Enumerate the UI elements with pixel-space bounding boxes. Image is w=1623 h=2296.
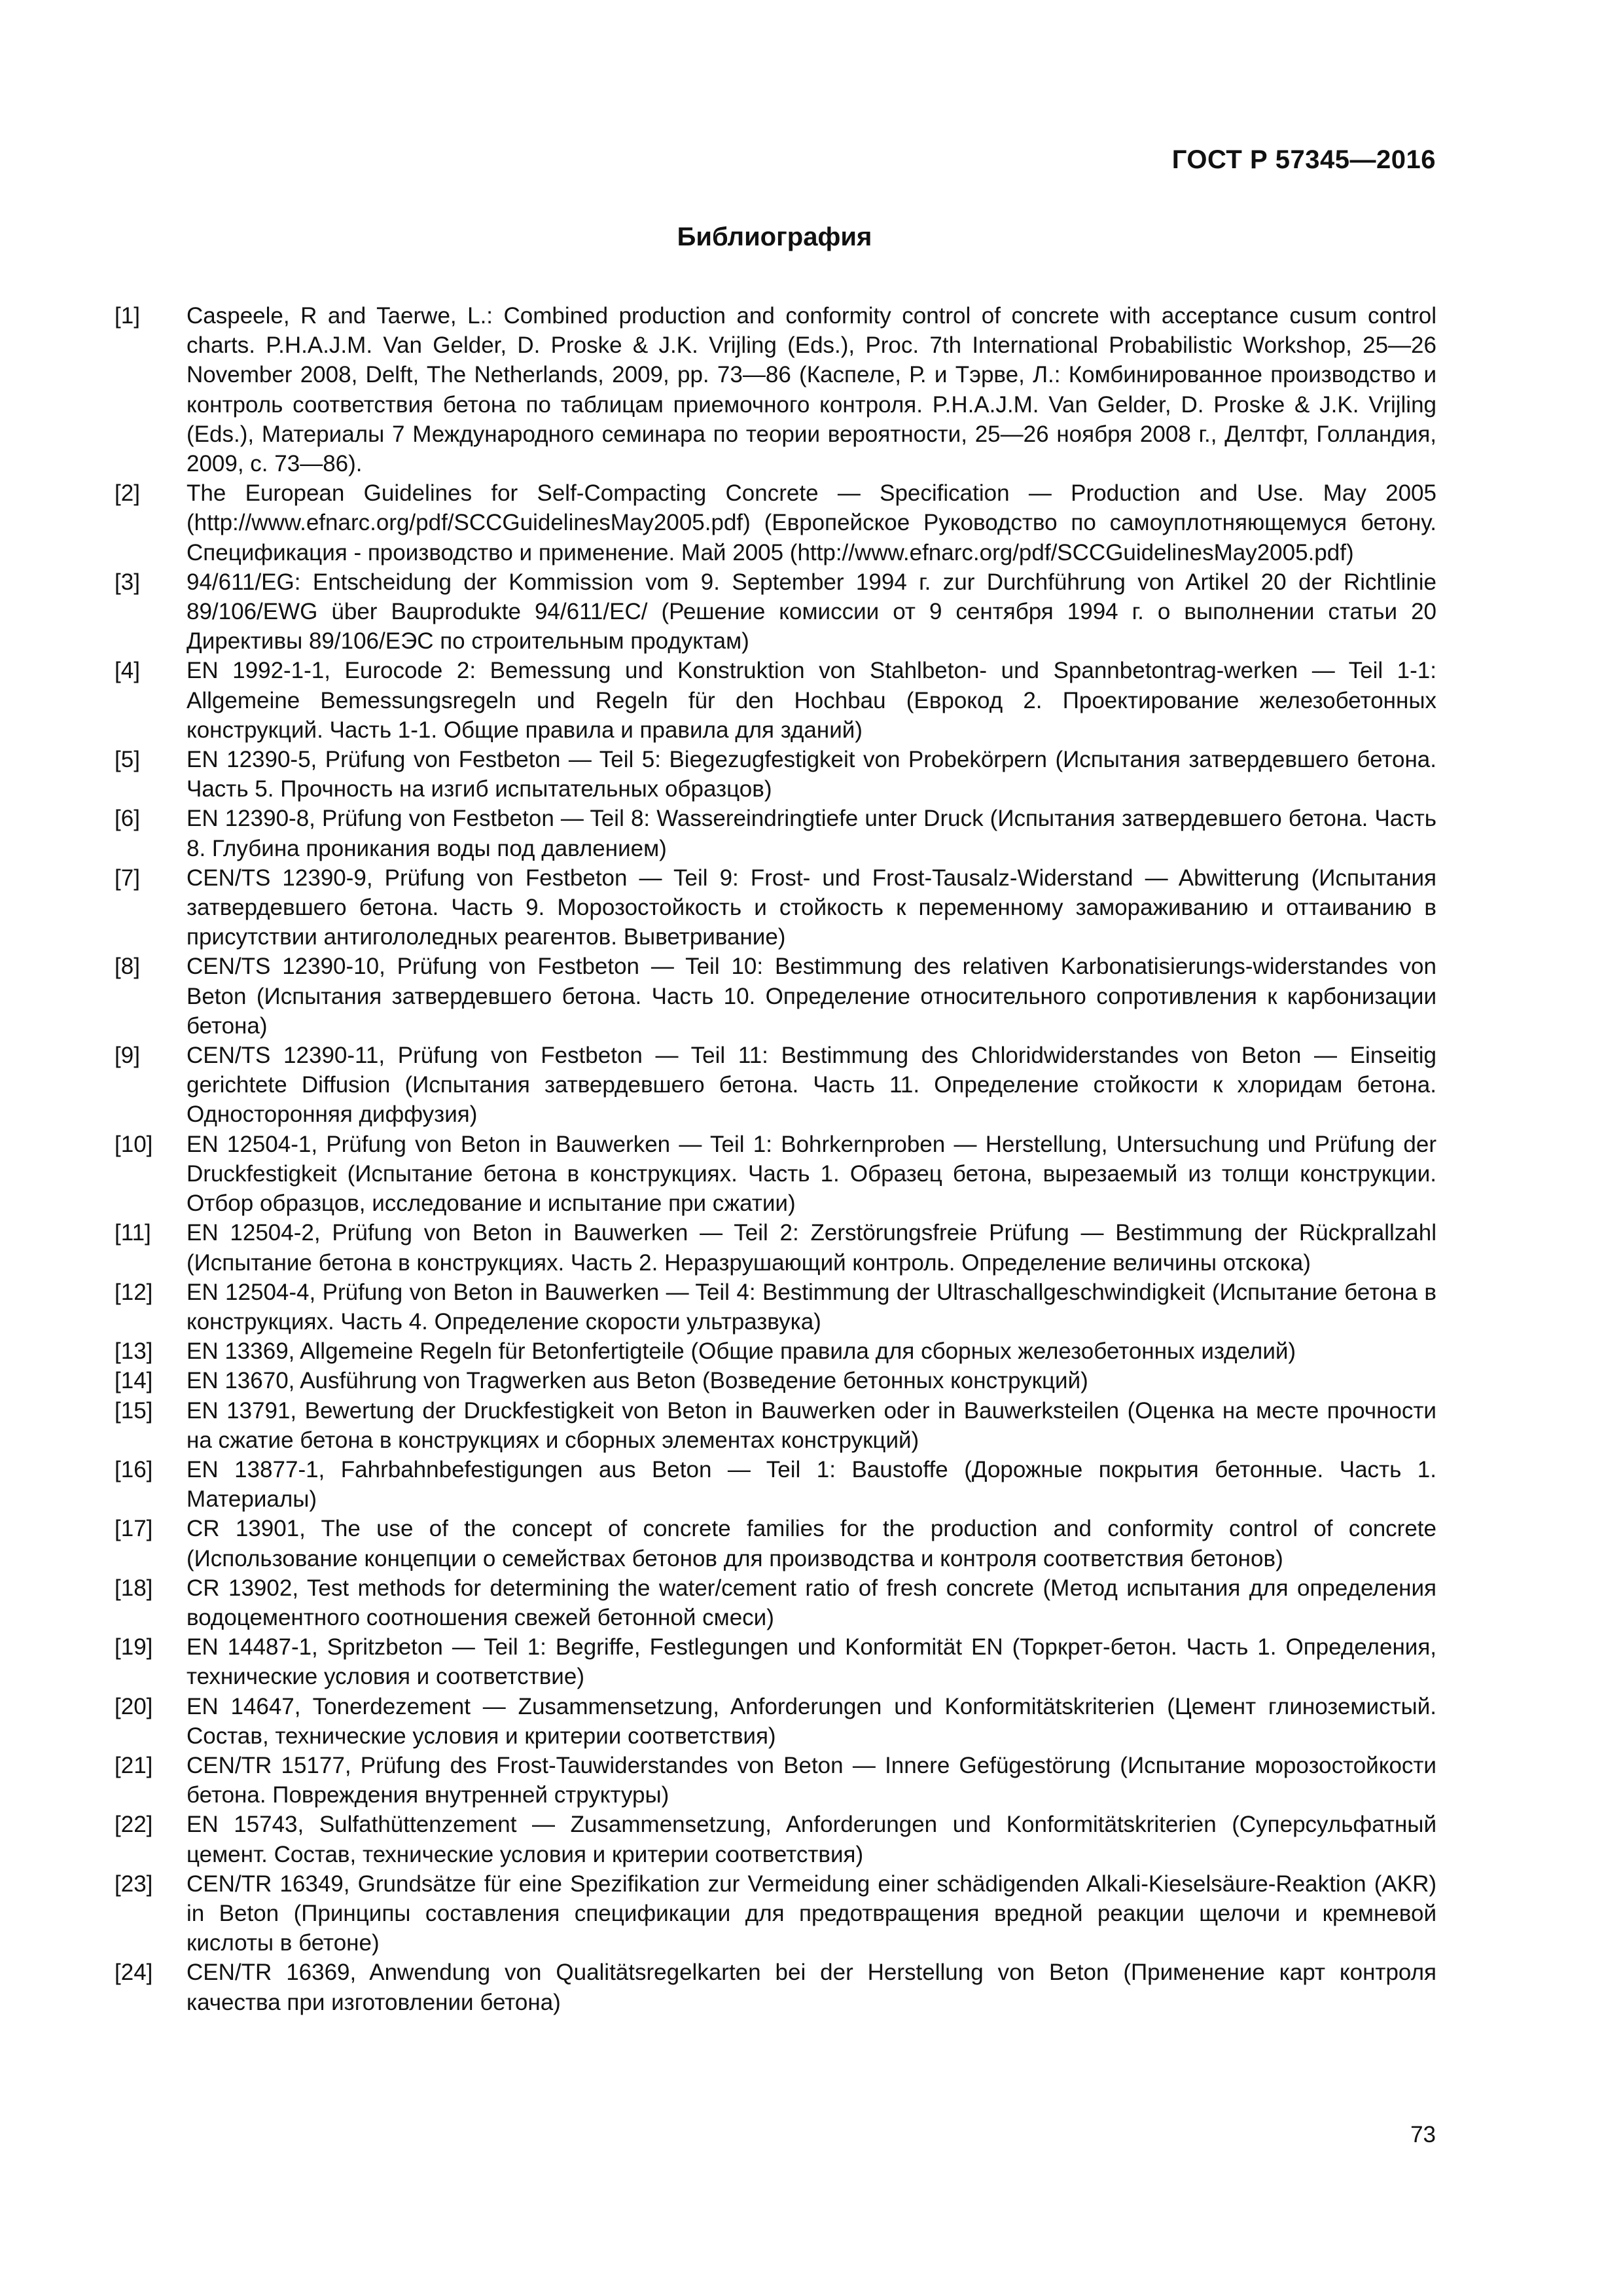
bibliography-entry [115, 1692, 1436, 1751]
entry-number: [1] [115, 303, 140, 329]
entry-number: [5] [115, 747, 140, 773]
entry-text: EN 12504-2, Prüfung von Beton in Bauwerken — Teil 2: Zerstörungsfreie Prüfung — Bestimmung der Rückprallzahl (Испытание бетона в конструкциях. Часть 2. Неразрушающий контроль. Определение величины отскока) [187, 1220, 1436, 1276]
entry-number: [12] [115, 1279, 153, 1305]
entry-text: EN 12504-4, Prüfung von Beton in Bauwerken — Teil 4: Bestimmung der Ultraschallgeschwindigkeit (Испытание бетона в конструкциях. Часть 4. Определение скорости ультразвука) [187, 1279, 1436, 1335]
entry-text: EN 13369, Allgemeine Regeln für Betonfertigteile (Общие правила для сборных железобетонных изделий) [187, 1338, 1296, 1365]
entry-number: [23] [115, 1871, 153, 1897]
document-code: ГОСТ Р 57345—2016 [1171, 145, 1436, 174]
entry-text: EN 12390-8, Prüfung von Festbeton — Teil 8: Wassereindringtiefe unter Druck (Испытания затвердевшего бетона. Часть 8. Глубина проникания воды под давлением) [187, 806, 1436, 861]
entry-number: [9] [115, 1043, 140, 1069]
entry-text: CEN/TS 12390-11, Prüfung von Festbeton — Teil 11: Bestimmung des Chloridwiderstandes von Beton — Einseitig gerichtete Diffusion (Испытания затвердевшего бетона. Часть 11. Определение стойкости к хлоридам бетона. Односторонняя диффузия) [187, 1043, 1436, 1128]
entry-text: EN 13670, Ausführung von Tragwerken aus Beton (Возведение бетонных конструкций) [187, 1368, 1088, 1394]
bibliography-entry [115, 952, 1436, 1041]
bibliography-entry [115, 1869, 1436, 1958]
bibliography-entry [115, 1514, 1436, 1573]
entry-text: The European Guidelines for Self-Compacting Concrete — Specification — Production and Use. May 2005 (http://www.efnarc.org/pdf/SCCGuidelinesMay2005.pdf) (Европейское Руководство по самоуплотняющемуся бетону. Спецификация - производство и применение. Май 2005 (http://www.efnarc.org/pdf/SCCGuidelinesMay2005.pdf) [187, 480, 1436, 565]
entry-number: [21] [115, 1752, 153, 1778]
bibliography-entry [115, 1336, 1436, 1366]
entry-number: [19] [115, 1634, 153, 1660]
bibliography-entry [115, 745, 1436, 804]
entry-number: [22] [115, 1812, 153, 1838]
bibliography-entry [115, 1218, 1436, 1277]
entry-text: EN 13791, Bewertung der Druckfestigkeit von Beton in Bauwerken oder in Bauwerksteilen (Оценка на месте прочности на сжатие бетона в конструкциях и сборных элементах конструкций) [187, 1397, 1436, 1453]
bibliography-entry [115, 301, 1436, 478]
bibliography-entry [115, 1751, 1436, 1810]
entry-text: EN 13877-1, Fahrbahnbefestigungen aus Beton — Teil 1: Baustoffe (Дорожные покрытия бетонные. Часть 1. Материалы) [187, 1456, 1436, 1513]
bibliography-entry [115, 1278, 1436, 1336]
entry-number: [6] [115, 806, 140, 832]
page-title: Библиография [677, 223, 872, 251]
entry-text: EN 12504-1, Prüfung von Beton in Bauwerken — Teil 1: Bohrkernproben — Herstellung, Untersuchung und Prüfung der Druckfestigkeit (Испытание бетона в конструкциях. Часть 1. Образец бетона, вырезаемый из толщи конструкции. Отбор образцов, исследование и испытание при сжатии) [187, 1131, 1436, 1217]
entry-number: [15] [115, 1397, 153, 1424]
entry-number: [13] [115, 1338, 153, 1365]
bibliography-entry [115, 1632, 1436, 1691]
entry-number: [10] [115, 1131, 153, 1157]
entry-number: [7] [115, 865, 140, 891]
bibliography-entry [115, 1396, 1436, 1455]
entry-text: CEN/TR 16369, Anwendung von Qualitätsregelkarten bei der Herstellung von Beton (Применение карт контроля качества при изготовлении бетона) [187, 1960, 1436, 2015]
entry-text: EN 15743, Sulfathüttenzement — Zusammensetzung, Anforderungen und Konformitätskriterien (Суперсульфатный цемент. Состав, технические условия и критерии соответствия) [187, 1812, 1436, 1867]
page-number: 73 [1410, 2122, 1436, 2147]
entry-text: 94/611/EG: Entscheidung der Kommission vom 9. September 1994 г. zur Durchführung von Artikel 20 der Richtlinie 89/106/EWG über Bauprodukte 94/611/EC/ (Решение комиссии от 9 сентября 1994 г. о выполнении статьи 20 Директивы 89/106/ЕЭС по строительным продуктам) [187, 569, 1436, 655]
entry-text: EN 14647, Tonerdezement — Zusammensetzung, Anforderungen und Konformitätskriterien (Цемент глиноземистый. Состав, технические условия и критерии соответствия) [187, 1693, 1436, 1749]
entry-number: [16] [115, 1456, 153, 1482]
entry-text: EN 12390-5, Prüfung von Festbeton — Teil 5: Biegezugfestigkeit von Probekörpern (Испытания затвердевшего бетона. Часть 5. Прочность на изгиб испытательных образцов) [187, 747, 1436, 802]
entry-text: CEN/TS 12390-10, Prüfung von Festbeton — Teil 10: Bestimmung des relativen Karbonatisierungs-widerstandes von Beton (Испытания затвердевшего бетона. Часть 10. Определение относительного сопротивления к карбонизации бетона) [187, 954, 1436, 1039]
bibliography-entry [115, 1958, 1436, 2017]
entry-text: Caspeele, R and Taerwe, L.: Combined production and conformity control of concrete with acceptance cusum control charts. P.H.A.J.M. Van Gelder, D. Proske & J.K. Vrijling (Eds.), Proc. 7th International Probabilistic Workshop, 25—26 November 2008, Delft, The Netherlands, 2009, pp. 73—86 (Каспеле, Р. и Тэрве, Л.: Комбинированное производство и контроль соответствия бетона по таблицам приемочного контроля. P.H.A.J.M. Van Gelder, D. Proske & J.K. Vrijling (Eds.), Материалы 7 Международного семинара по теории вероятности, 25—26 ноября 2008 г., Делтфт, Голландия, 2009, с. 73—86). [187, 303, 1436, 477]
entry-text: CR 13901, The use of the concept of concrete families for the production and conformity control of concrete (Использование концепции о семействах бетонов для производства и контроля соответствия бетонов) [187, 1516, 1436, 1571]
bibliography-entry [115, 1041, 1436, 1130]
bibliography-entry [115, 478, 1436, 567]
entry-number: [11] [115, 1220, 151, 1246]
entry-text: EN 14487-1, Spritzbeton — Teil 1: Begriffe, Festlegungen und Konformität EN (Торкрет-бетон. Часть 1. Определения, технические условия и соответствие) [187, 1634, 1436, 1690]
entry-number: [3] [115, 569, 140, 595]
bibliography-entry [115, 863, 1436, 952]
entry-text: EN 1992-1-1, Eurocode 2: Bemessung und Konstruktion von Stahlbeton- und Spannbetontrag-werken — Teil 1-1: Allgemeine Bemessungsregeln und Regeln für den Hochbau (Еврокод 2. Проектирование железобетонных конструкций. Часть 1-1. Общие правила и правила для зданий) [187, 658, 1436, 743]
entry-number: [18] [115, 1575, 153, 1601]
entry-number: [20] [115, 1693, 153, 1719]
entry-text: CEN/TR 16349, Grundsätze für eine Spezifikation zur Vermeidung einer schädigenden Alkali-Kieselsäure-Reaktion (AKR) in Beton (Принципы составления спецификации для предотвращения вредной реакции щелочи и кремневой кислоты в бетоне) [187, 1871, 1436, 1956]
entry-number: [8] [115, 954, 140, 980]
bibliography-entry [115, 656, 1436, 745]
entry-number: [4] [115, 658, 140, 684]
bibliography-entry [115, 804, 1436, 863]
bibliography-entry [115, 1130, 1436, 1219]
entry-number: [24] [115, 1960, 153, 1986]
bibliography-entry [115, 1573, 1436, 1632]
bibliography-entry [115, 1455, 1436, 1514]
entry-text: CR 13902, Test methods for determining the water/cement ratio of fresh concrete (Метод испытания для определения водоцементного соотношения свежей бетонной смеси) [187, 1575, 1436, 1630]
entry-number: [14] [115, 1368, 153, 1394]
bibliography-entry [115, 1810, 1436, 1869]
bibliography-entry [115, 567, 1436, 656]
bibliography-entry [115, 1366, 1436, 1395]
entry-number: [17] [115, 1516, 153, 1542]
bibliography-list [115, 301, 1436, 2017]
entry-text: CEN/TR 15177, Prüfung des Frost-Tauwiderstandes von Beton — Innere Gefügestörung (Испытание морозостойкости бетона. Повреждения внутренней структуры) [187, 1752, 1436, 1808]
entry-text: CEN/TS 12390-9, Prüfung von Festbeton — Teil 9: Frost- und Frost-Tausalz-Widerstand — Abwitterung (Испытания затвердевшего бетона. Часть 9. Морозостойкость и стойкость к переменному замораживанию и оттаиванию в присутствии антигололедных реагентов. Выветривание) [187, 865, 1436, 950]
entry-number: [2] [115, 480, 140, 507]
